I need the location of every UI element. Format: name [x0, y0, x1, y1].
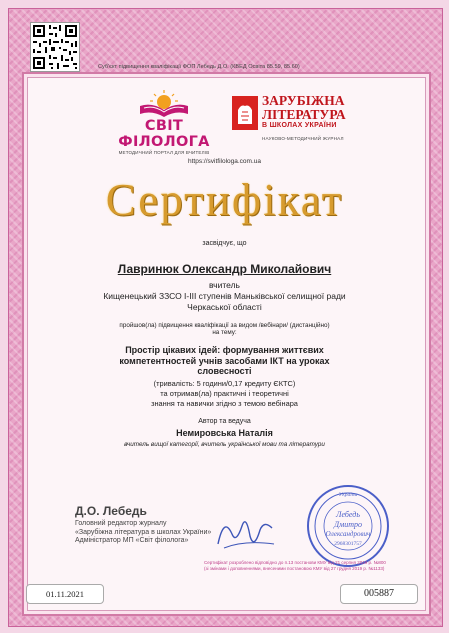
- subject-line: Суб'єкт підвищення кваліфікації ФОП Лебедь Д.О. (КВЕД Освіта 85.59, 85.60): [98, 64, 300, 70]
- footnote-line-1: Сертифікат розроблено відповідно до п.13 постанови КМУ від 21 серпня 2019 р. №800: [204, 560, 386, 565]
- journal-emblem-icon: [232, 96, 258, 130]
- topic-line-1: Простір цікавих ідей: формування життєвих: [125, 345, 324, 355]
- handwritten-signature-icon: [214, 510, 278, 559]
- stamp-country: Україна: [338, 492, 358, 498]
- website-url: https://svitfilologa.com.ua: [188, 158, 261, 165]
- svit-filologa-logo: [106, 88, 222, 155]
- open-book-sun-icon: [136, 88, 192, 118]
- stamp-patronymic: Олександрович: [325, 530, 371, 538]
- zarubizhna-literatura-logo: [232, 94, 362, 146]
- certifies-text: засвідчує, що: [202, 240, 247, 247]
- topic-line-3: словесності: [197, 366, 252, 376]
- qr-code-icon: [30, 22, 80, 72]
- author-name: Немировська Наталія: [176, 428, 273, 438]
- signatory-role-line-3: Адміністратор МП «Світ філолога»: [75, 537, 189, 544]
- journal-tagline: НАУКОВО-МЕТОДИЧНИЙ ЖУРНАЛ: [262, 136, 344, 141]
- details-line-1: (тривалість: 5 години/0,17 кредиту ЄКТС): [153, 379, 296, 388]
- recipient-role: вчитель: [209, 280, 240, 290]
- details-line-3: знання та навички згідно з темою вебінара: [151, 399, 298, 408]
- stamp-code: 2968301757: [334, 541, 362, 547]
- recipient-school: [50, 291, 399, 313]
- topic-label: на тему:: [212, 329, 237, 336]
- recipient-name: Лавринюк Олександр Миколайович: [117, 262, 332, 276]
- svit-filologa-name: СВІТ ФІЛОЛОГА: [118, 118, 210, 150]
- journal-title-line2: ЛІТЕРАТУРА: [262, 107, 346, 122]
- svit-filologa-tagline: МЕТОДИЧНИЙ ПОРТАЛ ДЛЯ ВЧИТЕЛІВ: [118, 150, 210, 155]
- journal-title-line3: В ШКОЛАХ УКРАЇНИ: [262, 122, 337, 129]
- webinar-topic: [50, 345, 399, 377]
- legal-footnote: [204, 560, 404, 572]
- author-label: Автор та ведуча: [198, 418, 251, 425]
- school-line-2: Черкаської області: [187, 302, 262, 312]
- stamp-first-name: Дмитро: [334, 520, 362, 529]
- topic-line-2: компетентностей учнів засобами ІКТ на уроках: [119, 355, 330, 366]
- school-line-1: Кищенецький ЗЗСО І-ІІІ ступенів Маньківської селищної ради: [103, 291, 346, 301]
- signatory-role-line-2: «Зарубіжна література в школах України»: [75, 528, 212, 536]
- details-line-2: та отримав(ла) практичні і теоретичні: [160, 389, 289, 398]
- training-statement: [50, 322, 399, 336]
- footnote-line-2: (зі змінами і доповненнями, внесеними постановою КМУ від 27 грудня 2019 р. №1133): [204, 566, 385, 571]
- certificate-number: 005887: [340, 584, 418, 604]
- signatory-role: [75, 520, 211, 546]
- passed-text: пройшов(ла) підвищення кваліфікації за видом /вебінари/ (дистанційно): [119, 322, 330, 329]
- issue-date: 01.11.2021: [26, 584, 104, 604]
- training-details: [50, 379, 399, 409]
- official-stamp: [306, 484, 390, 568]
- journal-title-line1: ЗАРУБІЖНА: [262, 93, 345, 108]
- stamp-surname: Лебедь: [336, 510, 360, 519]
- signatory-name: Д.О. Лебедь: [75, 504, 147, 518]
- certificate-title: Сертифікат: [105, 175, 344, 225]
- author-role: вчитель вищої категорії, вчитель української мови та літератури: [124, 441, 325, 448]
- signatory-role-line-1: Головний редактор журналу: [75, 520, 167, 527]
